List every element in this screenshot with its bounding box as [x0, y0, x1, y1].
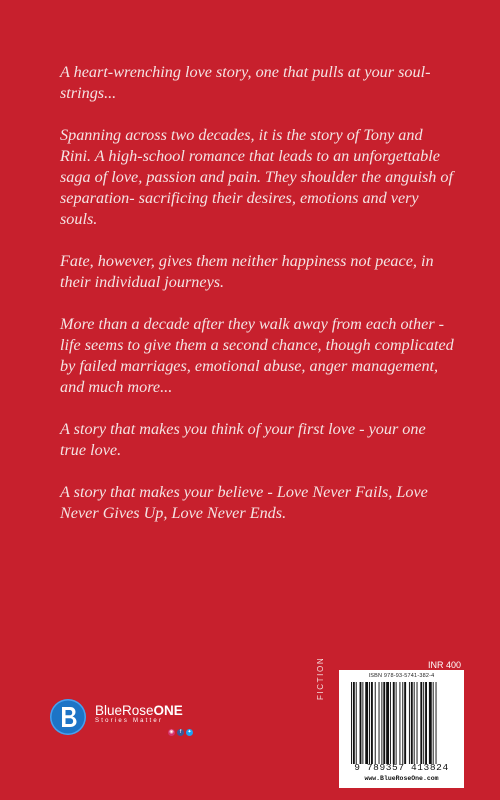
- letter-b-icon: [60, 706, 77, 728]
- blurb-paragraph-1: A heart-wrenching love story, one that pulls at your soul-strings...: [60, 63, 431, 102]
- blurb-paragraph-4: More than a decade after they walk away from each other - life seems to give them a second chance, though complicated by failed marriages, emotional abuse, anger management, and much more...: [60, 315, 454, 396]
- facebook-icon: f: [177, 729, 184, 736]
- isbn-digits: 9 789357 413824: [354, 762, 449, 773]
- publisher-tagline: Stories Matter: [95, 718, 164, 724]
- publisher-logo: [50, 697, 210, 741]
- blurb-paragraph-6: A story that makes your believe - Love Never Fails, Love Never Gives Up, Love Never Ends.: [60, 483, 428, 522]
- isbn-barcode: [339, 670, 464, 788]
- barcode-bars: [351, 682, 455, 764]
- publisher-name: [95, 703, 183, 718]
- isbn-label: ISBN 978-93-5741-382-4: [368, 673, 435, 679]
- blurb-paragraph-2: Spanning across two decades, it is the story of Tony and Rini. A high-school romance that leads to an unforgettable saga of love, passion and pain. They shoulder the anguish of separation- sacrificing their desires, emotions and very souls.: [60, 126, 453, 228]
- publisher-name-part1: BlueRose: [95, 703, 154, 718]
- social-icons: [168, 729, 193, 736]
- instagram-icon: ◉: [169, 729, 174, 735]
- publisher-website: www.BlueRoseOne.com: [364, 775, 439, 782]
- twitter-icon: ✦: [187, 729, 192, 735]
- bluerose-logo-icon: [50, 699, 86, 735]
- blurb-paragraph-5: A story that makes you think of your first love - your one true love.: [60, 420, 426, 459]
- blurb-paragraph-3: Fate, however, gives them neither happiness not peace, in their individual journeys.: [60, 252, 434, 291]
- publisher-name-part2: ONE: [153, 703, 183, 718]
- price-label: INR 400: [427, 660, 461, 670]
- genre-label: FICTION: [316, 656, 325, 700]
- blurb: [60, 62, 455, 545]
